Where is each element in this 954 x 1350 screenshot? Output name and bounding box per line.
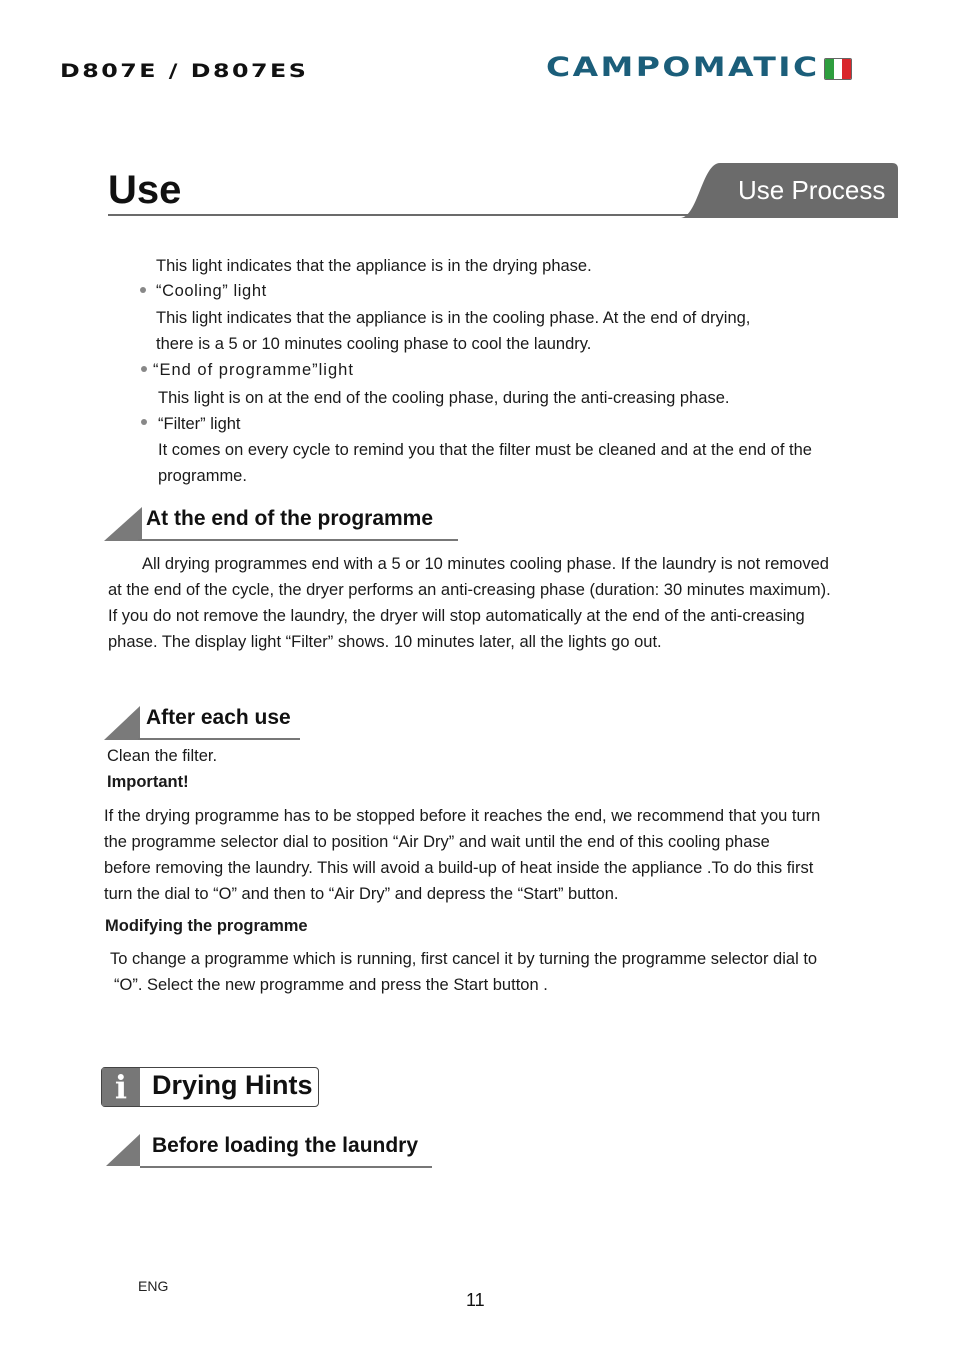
important-line-3: before removing the laundry. This will avoid a build-up of heat inside the appliance .To do this first <box>104 859 814 877</box>
end-paragraph-line-1: All drying programmes end with a 5 or 10 minutes cooling phase. If the laundry is not removed <box>142 555 829 573</box>
title-rule <box>108 214 698 216</box>
model-number: D807E / D807ES <box>60 60 309 82</box>
drying-light-description: This light indicates that the appliance is in the drying phase. <box>156 257 592 275</box>
filter-light-description-2: programme. <box>158 467 247 485</box>
cooling-light-description-1: This light indicates that the appliance is in the cooling phase. At the end of drying, <box>156 309 751 327</box>
important-label: Important! <box>107 773 189 791</box>
end-paragraph-line-3: If you do not remove the laundry, the dryer will stop automatically at the end of the anti-creasing <box>108 607 805 625</box>
before-loading-heading <box>106 1132 446 1168</box>
bullet <box>140 287 146 293</box>
after-each-use-heading <box>104 704 304 740</box>
modifying-line-2: “O”. Select the new programme and press the Start button . <box>114 976 548 994</box>
bullet <box>141 419 147 425</box>
modifying-line-1: To change a programme which is running, first cancel it by turning the programme selector dial to <box>110 950 818 968</box>
heading-text: Before loading the laundry <box>152 1134 419 1157</box>
section-title: Use <box>108 168 182 212</box>
language-code: ENG <box>138 1278 169 1294</box>
end-light-label: “End of programme”light <box>153 361 354 379</box>
end-light-description: This light is on at the end of the cooling phase, during the anti-creasing phase. <box>158 389 730 407</box>
brand-name: CAMPOMATIC <box>546 52 820 83</box>
section-tab-label: Use Process <box>738 175 886 205</box>
end-paragraph-line-2: at the end of the cycle, the dryer performs an anti-creasing phase (duration: 30 minutes maximum). <box>108 581 831 599</box>
clean-filter-text: Clean the filter. <box>107 747 218 765</box>
cooling-light-label: “Cooling” light <box>156 282 267 300</box>
filter-light-description-1: It comes on every cycle to remind you that the filter must be cleaned and at the end of the <box>158 441 812 459</box>
important-line-2: the programme selector dial to position “Air Dry” and wait until the end of this cooling phase <box>104 833 770 851</box>
drying-hints-title: Drying Hints <box>152 1070 313 1100</box>
important-line-1: If the drying programme has to be stopped before it reaches the end, we recommend that you turn <box>104 807 821 825</box>
end-of-programme-heading <box>104 505 464 541</box>
heading-text: At the end of the programme <box>146 507 434 530</box>
bullet <box>141 366 147 372</box>
drying-hints-box <box>101 1067 319 1107</box>
modifying-heading: Modifying the programme <box>105 917 308 935</box>
filter-light-label: “Filter” light <box>158 415 241 433</box>
brand-logo <box>546 52 820 83</box>
section-tab <box>680 163 898 218</box>
page-number: 11 <box>466 1290 485 1310</box>
end-paragraph-line-4: phase. The display light “Filter” shows. 10 minutes later, all the lights go out. <box>108 633 662 651</box>
cooling-light-description-2: there is a 5 or 10 minutes cooling phase to cool the laundry. <box>156 335 592 353</box>
important-line-4: turn the dial to “O” and then to “Air Dry” and depress the “Start” button. <box>104 885 619 903</box>
info-icon: i <box>102 1068 140 1106</box>
italian-flag-icon <box>824 58 852 80</box>
heading-text: After each use <box>146 706 291 729</box>
